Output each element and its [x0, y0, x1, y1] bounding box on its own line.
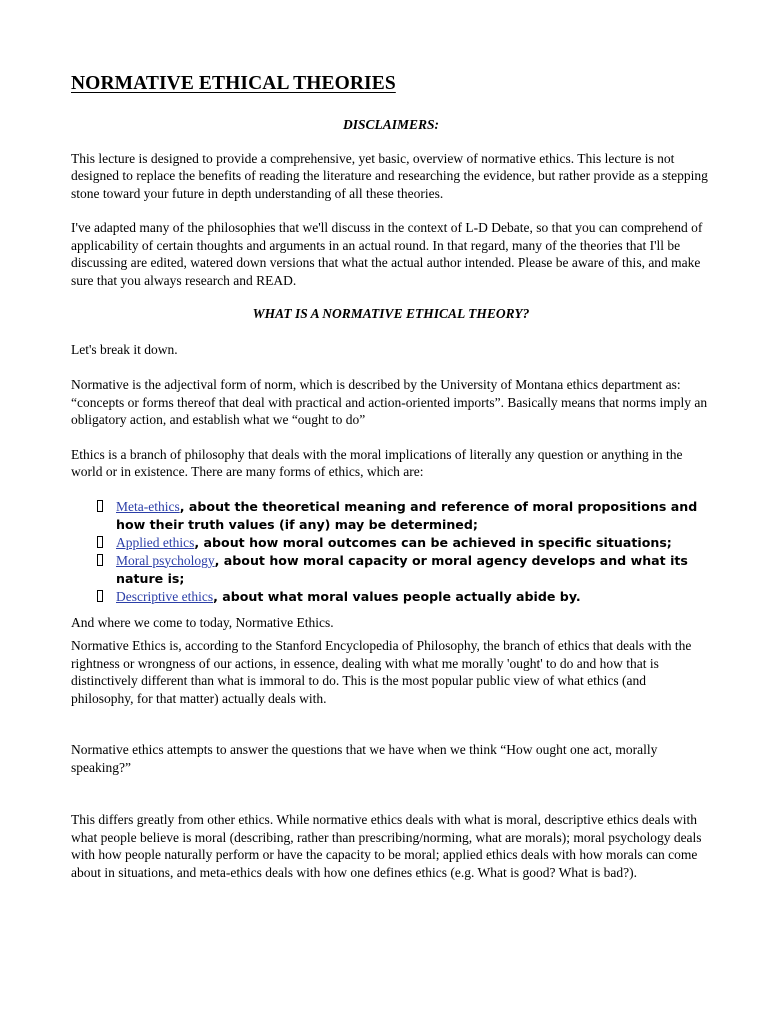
- paragraph-normative-definition: Normative is the adjectival form of norm, which is described by the University of Montana ethics department as: “concepts or forms thereof that deal with practical and action-oriented imports”. Basically means that norms imply an obligatory action, and establish what we “ought to do”: [71, 377, 708, 427]
- bullet-box-icon: [97, 590, 103, 602]
- paragraph-today: And where we come to today, Normative Ethics.: [71, 614, 334, 630]
- document-page: [71, 72, 711, 881]
- meta-ethics-link[interactable]: Meta-ethics: [116, 498, 180, 514]
- bullet-box-icon: [97, 500, 103, 512]
- paragraph-break-down: Let's break it down.: [71, 341, 178, 357]
- list-item-text: , about the theoretical meaning and reference of moral propositions and how their truth values (if any) may be determined;: [116, 498, 698, 532]
- paragraph-questions: Normative ethics attempts to answer the questions that we have when we think “How ought one act, morally speaking?”: [71, 742, 658, 775]
- applied-ethics-link[interactable]: Applied ethics: [116, 534, 195, 550]
- list-item: [71, 552, 711, 588]
- descriptive-ethics-link[interactable]: Descriptive ethics: [116, 588, 214, 604]
- bullet-box-icon: [97, 554, 103, 566]
- list-item-text: , about how moral outcomes can be achieved in specific situations;: [194, 534, 672, 550]
- list-item-text: , about what moral values people actually abide by.: [213, 588, 581, 604]
- paragraph-differences: This differs greatly from other ethics. While normative ethics deals with what is moral, descriptive ethics deals with what people believe is moral (describing, rather than prescribing/norming, what are morals); moral psychology deals with how people naturally perform or have the capacity to be moral; applied ethics deals with how morals can come about in situations, and meta-ethics deals with how one defines ethics (e.g. What is good? What is bad?).: [71, 812, 702, 880]
- list-item: [71, 534, 711, 552]
- what-is-heading: WHAT IS A NORMATIVE ETHICAL THEORY?: [252, 306, 530, 321]
- ethics-forms-list: [71, 498, 711, 606]
- disclaimers-heading: DISCLAIMERS:: [342, 117, 440, 132]
- list-item: [71, 498, 711, 534]
- paragraph-normative-ethics: Normative Ethics is, according to the Stanford Encyclopedia of Philosophy, the branch of ethics that deals with the rightness or wrongness of our actions, in essence, dealing with what me morally 'ought' to do and how that is distinctively different than what is immoral to do. This is the most popular public view of what ethics (and philosophy, for that matter) actually deals with.: [71, 638, 692, 706]
- paragraph-ethics-definition: Ethics is a branch of philosophy that deals with the moral implications of literally any question or anything in the world or in existence. There are many forms of ethics, which are:: [71, 446, 683, 479]
- paragraph-adapted: I've adapted many of the philosophies that we'll discuss in the context of L-D Debate, so that you can comprehend of applicability of certain thoughts and arguments in an actual round. In that regard, many of the theories that I'll be discussing are edited, watered down versions that what the actual author intended. Please be aware of this, and make sure that you always research and READ.: [71, 220, 703, 288]
- paragraph-intro: This lecture is designed to provide a comprehensive, yet basic, overview of normative ethics. This lecture is not designed to replace the benefits of reading the literature and researching the evidence, but rather provide as a stepping stone toward your future in depth understanding of all these theories.: [71, 150, 708, 201]
- list-item: [71, 588, 711, 606]
- document-title: NORMATIVE ETHICAL THEORIES: [71, 73, 396, 94]
- list-item-text: , about how moral capacity or moral agency develops and what its nature is;: [116, 552, 688, 586]
- bullet-box-icon: [97, 536, 103, 548]
- moral-psychology-link[interactable]: Moral psychology: [116, 552, 215, 568]
